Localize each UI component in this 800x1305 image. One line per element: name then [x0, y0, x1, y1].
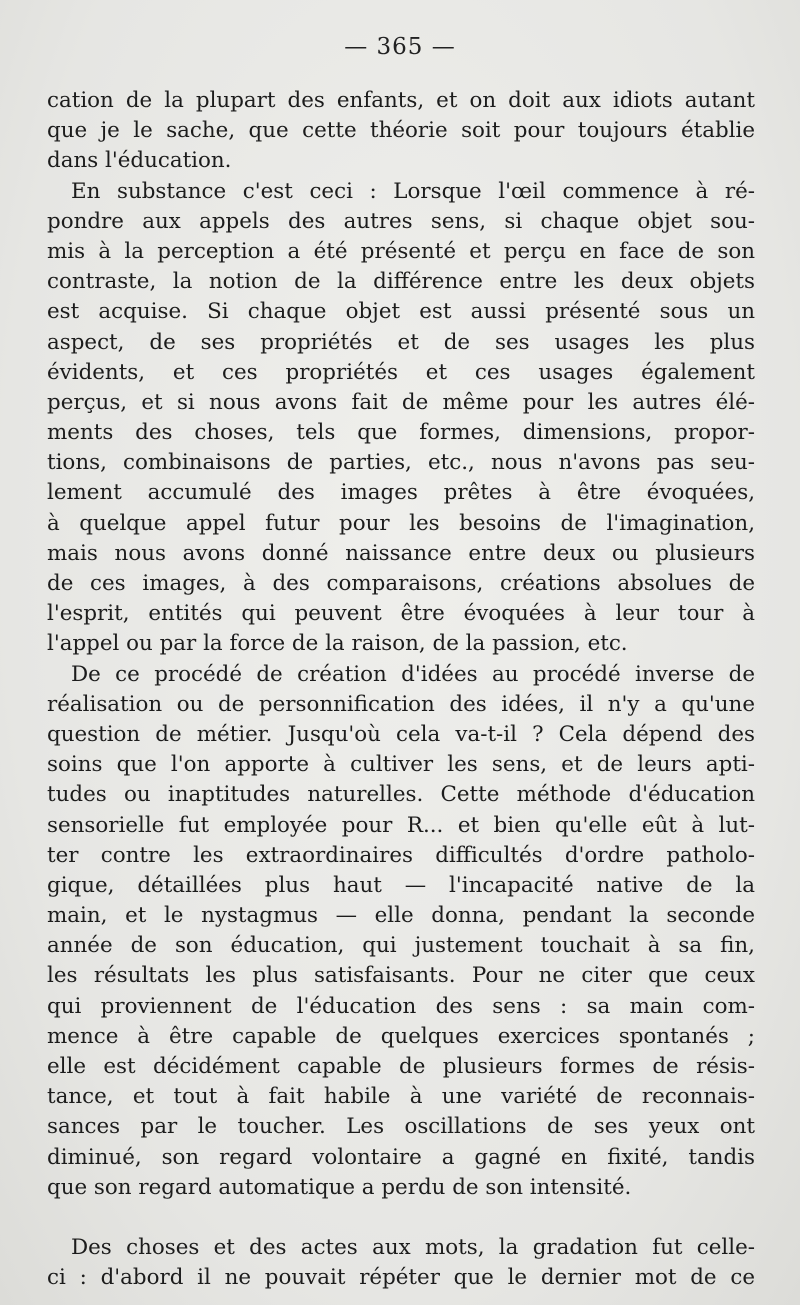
text-line: mis à la perception a été présenté et perçu en face de son: [47, 238, 755, 264]
text-line: évidents, et ces propriétés et ces usages également: [47, 359, 755, 385]
text-line: tudes ou inaptitudes naturelles. Cette méthode d'éducation: [47, 782, 755, 808]
page-number: — 365 —: [344, 34, 456, 60]
text-line: les résultats les plus satisfaisants. Pour ne citer que ceux: [47, 963, 755, 989]
paragraph-gap: [47, 1203, 755, 1233]
text-line: mence à être capable de quelques exercices spontanés ;: [47, 1023, 755, 1049]
text-line: tions, combinaisons de parties, etc., nous n'avons pas seu-: [47, 450, 755, 476]
text-line: est acquise. Si chaque objet est aussi présenté sous un: [47, 299, 755, 325]
text-line: cation de la plupart des enfants, et on doit aux idiots autant: [47, 88, 755, 113]
text-line: que je le sache, que cette théorie soit pour toujours établie: [47, 118, 755, 144]
text-line: l'appel ou par la force de la raison, de la passion, etc.: [47, 631, 628, 657]
text-line: ci : d'abord il ne pouvait répéter que le dernier mot de ce: [47, 1265, 755, 1291]
text-line: ments des choses, tels que formes, dimensions, propor-: [47, 420, 755, 446]
text-line: elle est décidément capable de plusieurs formes de résis-: [47, 1054, 755, 1079]
text-line: à quelque appel futur pour les besoins de l'imagination,: [47, 510, 755, 536]
text-line: Des choses et des actes aux mots, la gradation fut celle-: [71, 1234, 755, 1260]
body-text: [47, 86, 755, 1293]
text-line: sances par le toucher. Les oscillations de ses yeux ont: [47, 1114, 755, 1140]
paragraph-2: [47, 177, 755, 660]
text-line: que son regard automatique a perdu de son intensité.: [47, 1174, 632, 1200]
text-line: réalisation ou de personnification des idées, il n'y a qu'une: [47, 691, 755, 717]
text-line: tance, et tout à fait habile à une variété de reconnais-: [47, 1084, 755, 1110]
text-line: ter contre les extraordinaires difficultés d'ordre patholo-: [47, 842, 755, 868]
text-line: sensorielle fut employée pour R... et bien qu'elle eût à lut-: [47, 812, 755, 838]
text-line: de ces images, à des comparaisons, créations absolues de: [47, 571, 755, 596]
text-line: lement accumulé des images prêtes à être évoquées,: [47, 480, 755, 506]
paragraph-4: [47, 1233, 755, 1293]
text-line: qui proviennent de l'éducation des sens : sa main com-: [47, 993, 755, 1019]
text-line: gique, détaillées plus haut — l'incapacité native de la: [47, 872, 755, 898]
text-line: question de métier. Jusqu'où cela va-t-il ? Cela dépend des: [47, 721, 755, 747]
text-line: dans l'éducation.: [47, 148, 232, 174]
text-line: l'esprit, entités qui peuvent être évoquées à leur tour à: [47, 601, 755, 627]
text-line: mais nous avons donné naissance entre deux ou plusieurs: [47, 540, 755, 566]
paragraph-1: [47, 86, 755, 177]
text-line: De ce procédé de création d'idées au procédé inverse de: [71, 661, 755, 687]
text-line: diminué, son regard volontaire a gagné en fixité, tandis: [47, 1144, 755, 1170]
text-line: contraste, la notion de la différence entre les deux objets: [47, 269, 755, 295]
text-line: main, et le nystagmus — elle donna, pendant la seconde: [47, 903, 755, 929]
text-line: année de son éducation, qui justement touchait à sa fin,: [47, 933, 755, 959]
text-line: soins que l'on apporte à cultiver les sens, et de leurs apti-: [47, 752, 755, 778]
text-line: pondre aux appels des autres sens, si chaque objet sou-: [47, 208, 755, 234]
paragraph-3: [47, 660, 755, 1203]
text-line: En substance c'est ceci : Lorsque l'œil commence à ré-: [71, 178, 755, 204]
text-line: aspect, de ses propriétés et de ses usages les plus: [47, 329, 755, 355]
text-line: perçus, et si nous avons fait de même pour les autres élé-: [47, 389, 755, 415]
